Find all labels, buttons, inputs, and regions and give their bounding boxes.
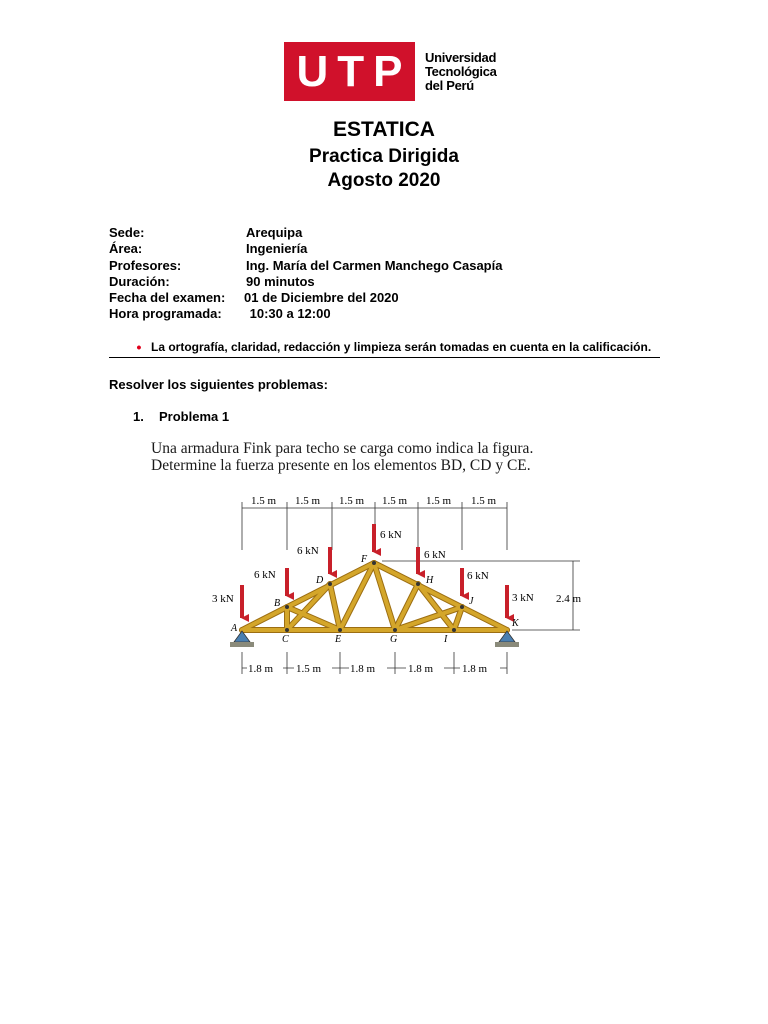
height-dim-label: 2.4 m bbox=[556, 593, 582, 605]
info-label: Área: bbox=[109, 241, 143, 257]
node-label-f: F bbox=[361, 554, 368, 565]
info-row-area bbox=[109, 241, 502, 257]
load-label-h: 6 kN bbox=[424, 549, 446, 561]
info-row-duracion bbox=[109, 274, 502, 290]
problem-title: Problema 1 bbox=[159, 409, 230, 424]
node-label-h: H bbox=[426, 575, 434, 586]
utp-logo bbox=[284, 42, 497, 101]
top-dim-label: 1.5 m bbox=[471, 495, 497, 507]
statement-line-2: Determine la fuerza presente en los elementos BD, CD y CE. bbox=[151, 457, 531, 474]
info-value: Ingeniería bbox=[246, 241, 308, 257]
info-label: Hora programada: bbox=[109, 306, 222, 322]
bottom-dim-label: 1.8 m bbox=[350, 663, 376, 675]
info-value: 10:30 a 12:00 bbox=[246, 306, 331, 322]
node-label-j: J bbox=[469, 596, 474, 607]
document-subtitle: Practica Dirigida bbox=[309, 146, 459, 167]
bottom-dim-label: 1.8 m bbox=[462, 663, 488, 675]
info-label: Profesores: bbox=[109, 257, 182, 273]
top-dim-label: 1.5 m bbox=[382, 495, 408, 507]
info-value: 90 minutos bbox=[246, 273, 315, 289]
bottom-dim-label: 1.5 m bbox=[296, 663, 322, 675]
bullet-icon: • bbox=[136, 339, 142, 355]
top-dim-label: 1.5 m bbox=[295, 495, 321, 507]
university-name bbox=[425, 42, 497, 101]
university-name-line-3: del Perú bbox=[425, 77, 474, 93]
university-name-line-1: Universidad bbox=[425, 49, 497, 65]
info-label: Fecha del examen: bbox=[109, 290, 226, 306]
problem-number: 1. bbox=[133, 409, 144, 424]
load-label-d: 6 kN bbox=[297, 545, 319, 557]
info-value: 01 de Diciembre del 2020 bbox=[244, 290, 399, 306]
load-label-j: 6 kN bbox=[467, 570, 489, 582]
info-row-fecha bbox=[109, 290, 502, 306]
problem-heading bbox=[133, 409, 229, 424]
logo-letter-p: P bbox=[373, 46, 403, 96]
instructions: Resolver los siguientes problemas: bbox=[109, 377, 328, 392]
logo-letter-t: T bbox=[337, 46, 365, 96]
roller-support-k bbox=[495, 631, 519, 647]
info-row-profesores bbox=[109, 258, 502, 274]
bottom-dim-label: 1.8 m bbox=[248, 663, 274, 675]
utp-logo-mark bbox=[284, 42, 415, 101]
logo-letter-u: U bbox=[296, 46, 329, 96]
grading-note bbox=[109, 340, 660, 358]
load-label-a: 3 kN bbox=[212, 593, 234, 605]
node-label-b: B bbox=[274, 598, 281, 609]
node-label-g: G bbox=[390, 634, 398, 645]
top-dim-label: 1.5 m bbox=[426, 495, 452, 507]
bottom-dim-label: 1.8 m bbox=[408, 663, 434, 675]
info-value: Arequipa bbox=[246, 225, 303, 240]
info-label: Sede: bbox=[109, 225, 145, 240]
load-label-f: 6 kN bbox=[380, 529, 402, 541]
info-value: Ing. María del Carmen Manchego Casapía bbox=[246, 257, 503, 273]
node-label-d: D bbox=[316, 575, 324, 586]
node-label-c: C bbox=[282, 634, 289, 645]
fink-truss-figure bbox=[212, 490, 602, 680]
document-title: ESTATICA bbox=[333, 118, 435, 141]
node-label-i: I bbox=[444, 634, 448, 645]
info-label: Duración: bbox=[109, 273, 170, 289]
node-label-a: A bbox=[231, 623, 238, 634]
load-label-k: 3 kN bbox=[512, 592, 534, 604]
load-label-b: 6 kN bbox=[254, 569, 276, 581]
top-dim-label: 1.5 m bbox=[339, 495, 365, 507]
grading-note-text: La ortografía, claridad, redacción y limpieza serán tomadas en cuenta en la calificación. bbox=[151, 340, 652, 354]
statement-line-1: Una armadura Fink para techo se carga como indica la figura. bbox=[151, 440, 534, 457]
document-date: Agosto 2020 bbox=[327, 170, 441, 191]
problem-statement bbox=[151, 440, 533, 474]
top-dim-label: 1.5 m bbox=[251, 495, 277, 507]
node-label-k: K bbox=[512, 618, 519, 629]
info-row-sede bbox=[109, 225, 502, 241]
university-name-line-2: Tecnológica bbox=[425, 63, 497, 79]
node-label-e: E bbox=[335, 634, 342, 645]
exam-info bbox=[109, 225, 502, 323]
info-row-hora bbox=[109, 306, 502, 322]
